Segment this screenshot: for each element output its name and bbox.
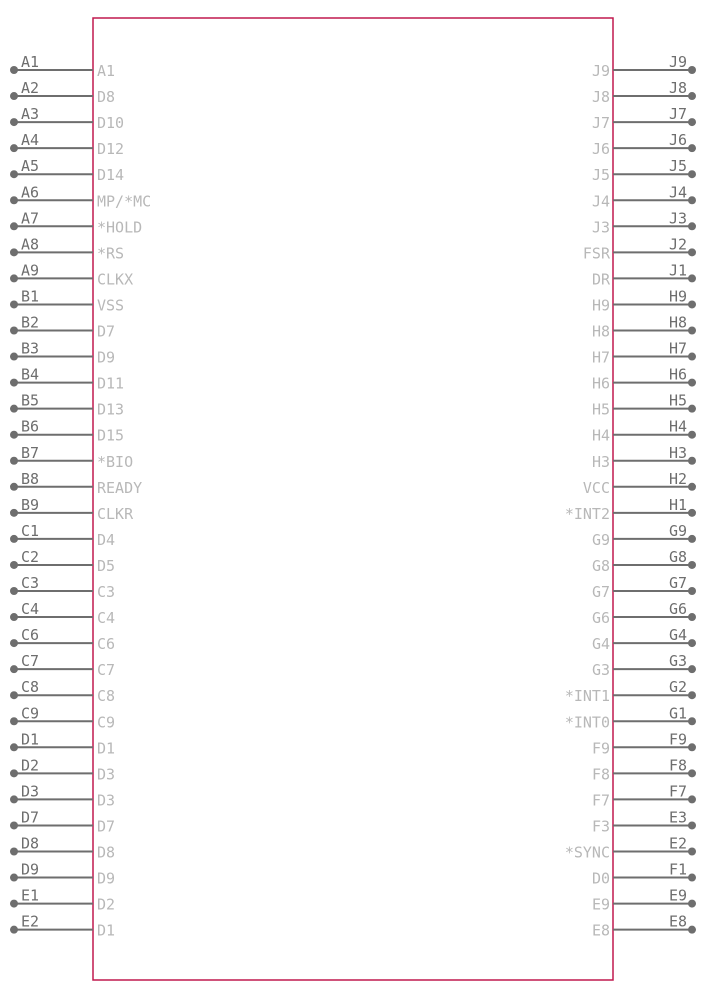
pin-dot (688, 900, 696, 908)
right-pin (592, 287, 696, 314)
pin-name: J6 (591, 140, 610, 159)
pin-number: B6 (21, 417, 40, 436)
pin-dot (688, 717, 696, 725)
pin-dot (688, 170, 696, 178)
pin-number: C2 (21, 547, 40, 566)
pin-name: *BIO (97, 452, 134, 471)
pin-name: D10 (97, 114, 125, 133)
pin-dot (688, 848, 696, 856)
pin-number: B2 (21, 313, 40, 332)
pin-name: J9 (591, 62, 610, 80)
pin-name: D1 (97, 921, 116, 940)
pin-dot (688, 665, 696, 673)
right-pin (592, 131, 696, 158)
left-pin (10, 418, 124, 445)
pin-number: B5 (21, 391, 40, 410)
pin-name: J3 (591, 218, 610, 237)
left-pin (10, 340, 115, 367)
pin-number: B1 (21, 287, 40, 306)
right-pin (592, 79, 696, 106)
pin-name: D8 (97, 88, 116, 107)
pin-dot (10, 691, 18, 699)
left-pin (10, 444, 133, 471)
pin-number: E3 (668, 808, 687, 827)
right-pin (565, 678, 696, 705)
pin-number: J1 (668, 261, 687, 280)
pin-name: D9 (97, 869, 116, 888)
pin-dot (10, 587, 18, 595)
pin-dot (688, 248, 696, 256)
right-pin (592, 183, 696, 210)
pin-number: G6 (668, 600, 687, 619)
right-pin (592, 209, 696, 236)
pin-name: F3 (591, 817, 610, 836)
pin-dot (10, 743, 18, 751)
pin-number: G8 (668, 547, 687, 566)
right-pin (592, 340, 696, 367)
pin-number: E1 (21, 886, 40, 905)
pin-number: F1 (668, 860, 687, 879)
left-pin (10, 574, 115, 601)
pin-number: G2 (668, 678, 687, 697)
left-pin (10, 756, 115, 783)
pin-number: D7 (21, 808, 40, 827)
pin-name: VSS (97, 296, 125, 315)
pin-name: D0 (591, 869, 610, 888)
pin-dot (10, 613, 18, 621)
right-pin (592, 730, 696, 757)
pin-name: CLKX (97, 270, 134, 289)
pin-number: C7 (21, 652, 40, 671)
pin-number: B8 (21, 469, 40, 488)
pin-number: H5 (668, 391, 687, 410)
right-pin (565, 704, 696, 731)
pin-dot (10, 92, 18, 100)
pin-number: C9 (21, 704, 40, 723)
pin-name: G9 (591, 530, 610, 549)
right-pin (592, 157, 696, 184)
right-pin (565, 496, 696, 523)
left-pin-group (10, 53, 151, 940)
pin-name: H8 (591, 322, 610, 341)
pin-number: F7 (668, 782, 687, 801)
pin-name: H6 (591, 374, 610, 393)
pin-dot (688, 874, 696, 882)
pin-name: D12 (97, 140, 125, 159)
right-pin (592, 548, 696, 575)
pin-dot (688, 483, 696, 491)
left-pin (10, 261, 133, 288)
pin-dot (688, 118, 696, 126)
pin-number: A6 (21, 183, 40, 202)
left-pin (10, 678, 115, 705)
pin-name: G4 (591, 635, 610, 654)
right-pin (592, 913, 696, 940)
left-pin (10, 366, 124, 393)
pin-name: D8 (97, 843, 116, 862)
pin-number: C6 (21, 626, 40, 645)
pin-dot (688, 821, 696, 829)
pin-name: *INT1 (564, 687, 610, 706)
pin-number: H1 (668, 495, 687, 514)
pin-name: C8 (97, 687, 116, 706)
pin-name: *SYNC (564, 843, 610, 862)
pin-dot (688, 743, 696, 751)
pin-name: FSR (582, 244, 610, 263)
pin-name: MP/*MC (97, 192, 152, 211)
left-pin (10, 808, 115, 835)
pin-number: G4 (668, 626, 687, 645)
right-pin (565, 835, 696, 862)
right-pin (592, 522, 696, 549)
pin-dot (10, 665, 18, 673)
left-pin (10, 600, 115, 627)
right-pin (592, 53, 696, 80)
pin-number: G3 (668, 652, 687, 671)
left-pin (10, 496, 134, 523)
right-pin (592, 444, 696, 471)
pin-name: G7 (591, 583, 610, 601)
right-pin (592, 314, 696, 341)
pin-name: E8 (591, 921, 610, 940)
pin-name: VCC (582, 478, 610, 497)
pin-number: C4 (21, 600, 40, 619)
left-pin (10, 522, 115, 549)
pin-dot (10, 848, 18, 856)
pin-number: A5 (21, 157, 40, 176)
right-pin (592, 652, 696, 679)
pin-number: E2 (668, 834, 687, 853)
right-pin-group (565, 53, 696, 940)
pin-dot (688, 613, 696, 621)
right-pin (592, 392, 696, 419)
pin-dot (10, 300, 18, 308)
left-pin (10, 861, 115, 888)
pin-number: H6 (668, 365, 687, 384)
pin-dot (10, 874, 18, 882)
pin-dot (10, 248, 18, 256)
pin-name: F7 (591, 791, 610, 810)
pin-number: A4 (21, 131, 40, 150)
pin-number: H7 (668, 339, 687, 358)
pin-name: A1 (97, 62, 116, 80)
pin-number: H4 (668, 417, 687, 436)
pin-name: C7 (97, 661, 116, 680)
left-pin (10, 157, 124, 184)
pin-dot (10, 561, 18, 569)
pin-number: J5 (668, 157, 687, 176)
pin-name: G6 (591, 609, 610, 628)
pin-dot (10, 535, 18, 543)
pin-dot (10, 639, 18, 647)
pin-name: J8 (591, 88, 610, 107)
pin-number: F9 (668, 730, 687, 749)
pin-number: D8 (21, 834, 40, 853)
left-pin (10, 704, 115, 731)
left-pin (10, 131, 124, 158)
pin-name: C3 (97, 583, 116, 601)
pin-name: CLKR (97, 504, 134, 523)
right-pin (592, 861, 696, 888)
pin-number: G9 (668, 521, 687, 540)
pin-dot (10, 118, 18, 126)
pin-number: A8 (21, 235, 40, 254)
pin-name: G3 (591, 661, 610, 680)
left-pin (10, 79, 115, 106)
left-pin (10, 652, 115, 679)
pin-number: F8 (668, 756, 687, 775)
pin-dot (688, 926, 696, 934)
pin-number: H2 (668, 469, 687, 488)
right-pin (592, 600, 696, 627)
pin-name: C4 (97, 609, 116, 628)
left-pin (10, 913, 115, 940)
pin-dot (688, 561, 696, 569)
right-pin (592, 418, 696, 445)
pin-number: A1 (21, 53, 40, 71)
pin-number: A9 (21, 261, 40, 280)
pin-dot (10, 431, 18, 439)
pin-name: D3 (97, 791, 116, 810)
pin-number: E8 (668, 912, 687, 931)
pin-dot (10, 717, 18, 725)
pin-name: *INT2 (564, 504, 610, 523)
pin-number: H3 (668, 443, 687, 462)
pin-number: J3 (668, 209, 687, 228)
pin-name: H5 (591, 400, 610, 419)
pin-dot (688, 431, 696, 439)
pin-dot (10, 274, 18, 282)
pin-number: A3 (21, 105, 40, 124)
pin-dot (688, 92, 696, 100)
pin-dot (688, 587, 696, 595)
right-pin (592, 782, 696, 809)
pin-name: D7 (97, 322, 116, 341)
pin-dot (10, 483, 18, 491)
pin-dot (688, 66, 696, 74)
pin-name: D1 (97, 739, 116, 758)
left-pin (10, 470, 142, 497)
pin-dot (688, 535, 696, 543)
right-pin (592, 887, 696, 914)
right-pin (583, 235, 696, 262)
right-pin (592, 626, 696, 653)
pin-dot (688, 144, 696, 152)
pin-name: READY (97, 478, 143, 497)
left-pin (10, 209, 142, 236)
right-pin (583, 470, 696, 497)
pin-name: H4 (591, 426, 610, 445)
pin-name: F8 (591, 765, 610, 784)
pin-dot (10, 795, 18, 803)
pin-number: C3 (21, 574, 40, 592)
pin-name: D3 (97, 765, 116, 784)
pin-dot (10, 196, 18, 204)
pin-dot (688, 196, 696, 204)
pin-name: C9 (97, 713, 116, 732)
pin-dot (10, 379, 18, 387)
pin-dot (10, 457, 18, 465)
pin-dot (10, 509, 18, 517)
pin-name: J5 (591, 166, 610, 185)
pin-number: B9 (21, 495, 40, 514)
pin-number: C1 (21, 521, 40, 540)
pin-dot (688, 300, 696, 308)
right-pin (592, 261, 696, 288)
pin-name: C6 (97, 635, 116, 654)
pin-name: J7 (591, 114, 610, 133)
pin-name: J4 (591, 192, 610, 211)
pin-name: *HOLD (97, 218, 143, 237)
left-pin (10, 887, 115, 914)
pin-name: D7 (97, 817, 116, 836)
pin-dot (688, 405, 696, 413)
pin-number: J9 (668, 53, 687, 71)
pin-dot (10, 821, 18, 829)
left-pin (10, 548, 115, 575)
right-pin (592, 366, 696, 393)
pin-number: A2 (21, 79, 40, 98)
pin-name: D9 (97, 348, 116, 367)
pin-dot (688, 795, 696, 803)
pin-dot (10, 769, 18, 777)
pin-name: D14 (97, 166, 125, 185)
left-pin (10, 287, 124, 314)
left-pin (10, 392, 124, 419)
pin-dot (10, 926, 18, 934)
pin-number: G1 (668, 704, 687, 723)
pin-number: J7 (668, 105, 687, 124)
pin-dot (688, 379, 696, 387)
pin-number: J2 (668, 235, 687, 254)
right-pin (592, 808, 696, 835)
pin-number: E9 (668, 886, 687, 905)
pin-dot (688, 639, 696, 647)
pin-name: D13 (97, 400, 125, 419)
pin-number: H8 (668, 313, 687, 332)
pin-dot (10, 222, 18, 230)
left-pin (10, 53, 115, 80)
right-pin (592, 574, 696, 601)
right-pin (592, 105, 696, 132)
pin-dot (688, 457, 696, 465)
pin-dot (10, 405, 18, 413)
left-pin (10, 782, 115, 809)
pin-number: J6 (668, 131, 687, 150)
pin-number: E2 (21, 912, 40, 931)
pin-name: H3 (591, 452, 610, 471)
pin-dot (688, 274, 696, 282)
pin-name: D2 (97, 895, 116, 914)
pin-name: DR (591, 270, 610, 289)
pin-number: B4 (21, 365, 40, 384)
pin-name: F9 (591, 739, 610, 758)
pin-dot (10, 353, 18, 361)
pin-dot (10, 170, 18, 178)
pin-number: C8 (21, 678, 40, 697)
pin-dot (10, 327, 18, 335)
pin-name: H7 (591, 348, 610, 367)
pin-dot (688, 509, 696, 517)
pin-number: J4 (668, 183, 687, 202)
pin-name: *INT0 (564, 713, 610, 732)
pin-dot (10, 66, 18, 74)
pin-number: B7 (21, 443, 40, 462)
pin-dot (10, 144, 18, 152)
pin-dot (10, 900, 18, 908)
left-pin (10, 314, 115, 341)
pin-dot (688, 327, 696, 335)
pin-dot (688, 769, 696, 777)
pin-dot (688, 691, 696, 699)
pin-name: D15 (97, 426, 125, 445)
left-pin (10, 626, 115, 653)
pin-number: J8 (668, 79, 687, 98)
pin-dot (688, 222, 696, 230)
pin-name: D5 (97, 556, 116, 575)
pin-number: B3 (21, 339, 40, 358)
pin-number: D1 (21, 730, 40, 749)
right-pin (592, 756, 696, 783)
pin-number: D3 (21, 782, 40, 801)
pin-number: A7 (21, 209, 40, 228)
pin-number: D2 (21, 756, 40, 775)
left-pin (10, 183, 151, 210)
left-pin (10, 835, 115, 862)
pin-name: E9 (591, 895, 610, 914)
pin-number: G7 (668, 574, 687, 592)
pin-name: *RS (97, 244, 125, 263)
left-pin (10, 105, 124, 132)
pin-number: D9 (21, 860, 40, 879)
pin-number: H9 (668, 287, 687, 306)
pin-name: D11 (97, 374, 125, 393)
pin-name: G8 (591, 556, 610, 575)
component-body (93, 18, 613, 980)
pin-name: H9 (591, 296, 610, 315)
left-pin (10, 235, 124, 262)
pin-dot (688, 353, 696, 361)
left-pin (10, 730, 115, 757)
pin-name: D4 (97, 530, 116, 549)
